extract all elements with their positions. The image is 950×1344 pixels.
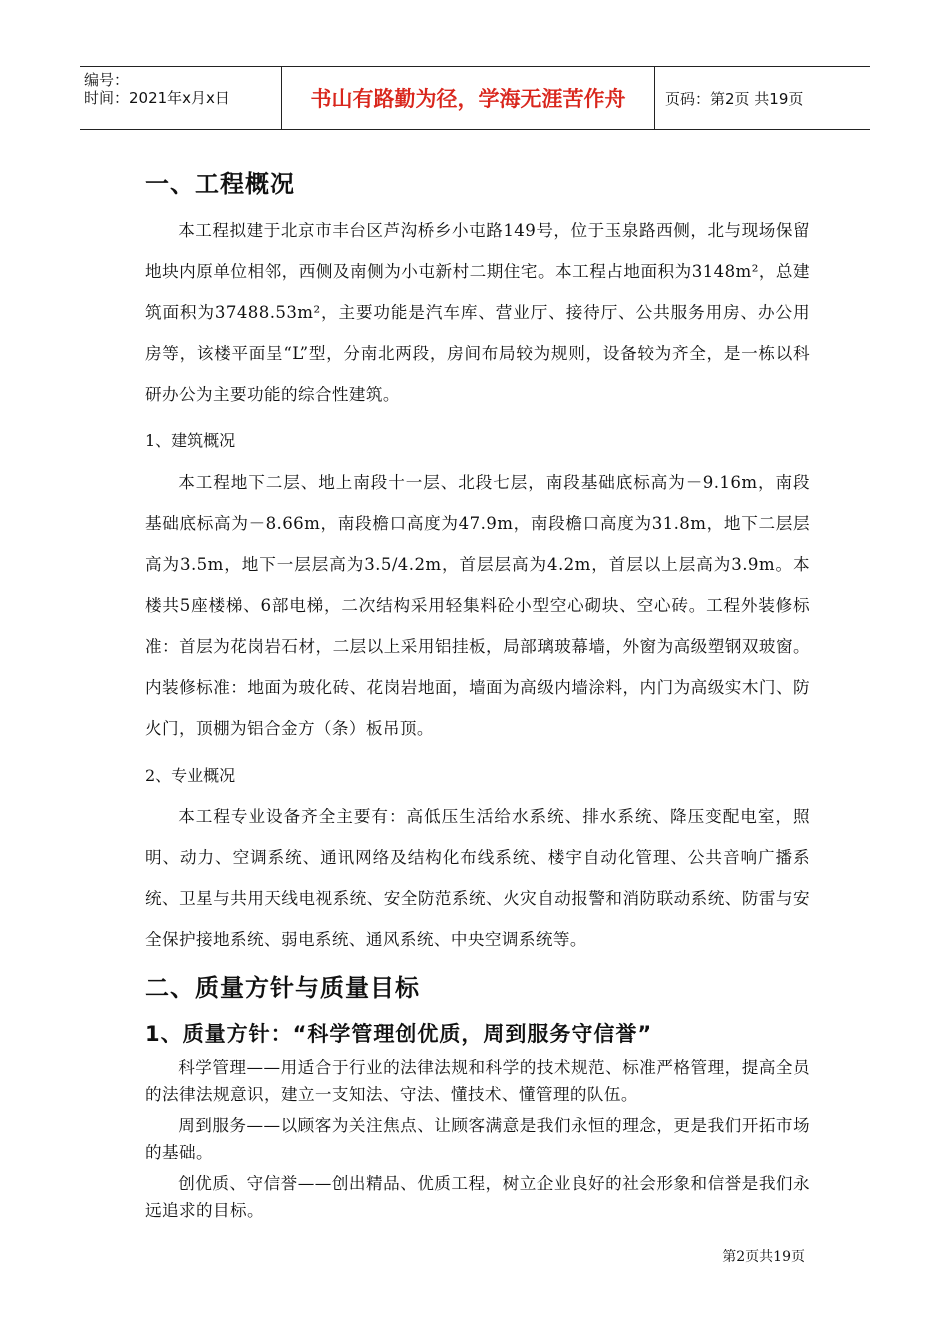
quality-policy-title: 1、质量方针：“科学管理创优质，周到服务守信誉” [145, 1022, 653, 1046]
overview-paragraph: 本工程拟建于北京市丰台区芦沟桥乡小屯路149号，位于玉泉路西侧，北与现场保留地块内原单位相邻，西侧及南侧为小屯新村二期住宅。本工程占地面积为3148m²，总建筑面积为37488.53m²，主要功能是汽车库、营业厅、接待厅、公共服务用房、办公用房等，该楼平面呈“L”型，分南北两段，房间布局较为规则，设备较为齐全，是一栋以科研办公为主要功能的综合性建筑。 [145, 221, 810, 404]
document-number: 编号： [84, 71, 130, 89]
header-motto: 书山有路勤为径，学海无涯苦作舟 [281, 67, 655, 129]
page-footer: 第2页共19页 [722, 1249, 805, 1265]
document-date: 时间：2021年x月x日 [84, 89, 230, 107]
page-header [80, 66, 870, 130]
header-meta [80, 67, 281, 129]
quality-policy-paragraph-2: 周到服务——以顾客为关注焦点、让顾客满意是我们永恒的理念，更是我们开拓市场的基础。 [145, 1116, 810, 1162]
specialty-paragraph: 本工程专业设备齐全主要有：高低压生活给水系统、排水系统、降压变配电室，照明、动力、空调系统、通讯网络及结构化布线系统、楼宇自动化管理、公共音响广播系统、卫星与共用天线电视系统、安全防范系统、火灾自动报警和消防联动系统、防雷与安全保护接地系统、弱电系统、通风系统、中央空调系统等。 [145, 807, 810, 949]
subsection-title-specialty: 2、专业概况 [145, 766, 236, 785]
subsection-title-architecture: 1、建筑概况 [145, 431, 236, 450]
section-title-quality: 二、质量方针与质量目标 [145, 974, 420, 1002]
section-title-overview: 一、工程概况 [145, 170, 295, 198]
architecture-paragraph: 本工程地下二层、地上南段十一层、北段七层，南段基础底标高为－9.16m，南段基础底标高为－8.66m，南段檐口高度为47.9m，南段檐口高度为31.8m，地下二层层高为3.5m，地下一层层高为3.5/4.2m，首层层高为4.2m，首层以上层高为3.9m。本楼共5座楼梯、6部电梯，二次结构采用轻集料砼小型空心砌块、空心砖。工程外装修标准：首层为花岗岩石材，二层以上采用铝挂板，局部璃玻幕墙，外窗为高级塑钢双玻窗。内装修标准：地面为玻化砖、花岗岩地面，墙面为高级内墙涂料，内门为高级实木门、防火门，顶棚为铝合金方（条）板吊顶。 [145, 473, 810, 738]
quality-policy-paragraph-3: 创优质、守信誉——创出精品、优质工程，树立企业良好的社会形象和信誉是我们永远追求的目标。 [145, 1174, 810, 1220]
header-page-info: 页码：第2页 共19页 [665, 89, 804, 108]
quality-policy-paragraph-1: 科学管理——用适合于行业的法律法规和科学的技术规范、标准严格管理，提高全员的法律法规意识，建立一支知法、守法、懂技术、懂管理的队伍。 [145, 1058, 810, 1104]
